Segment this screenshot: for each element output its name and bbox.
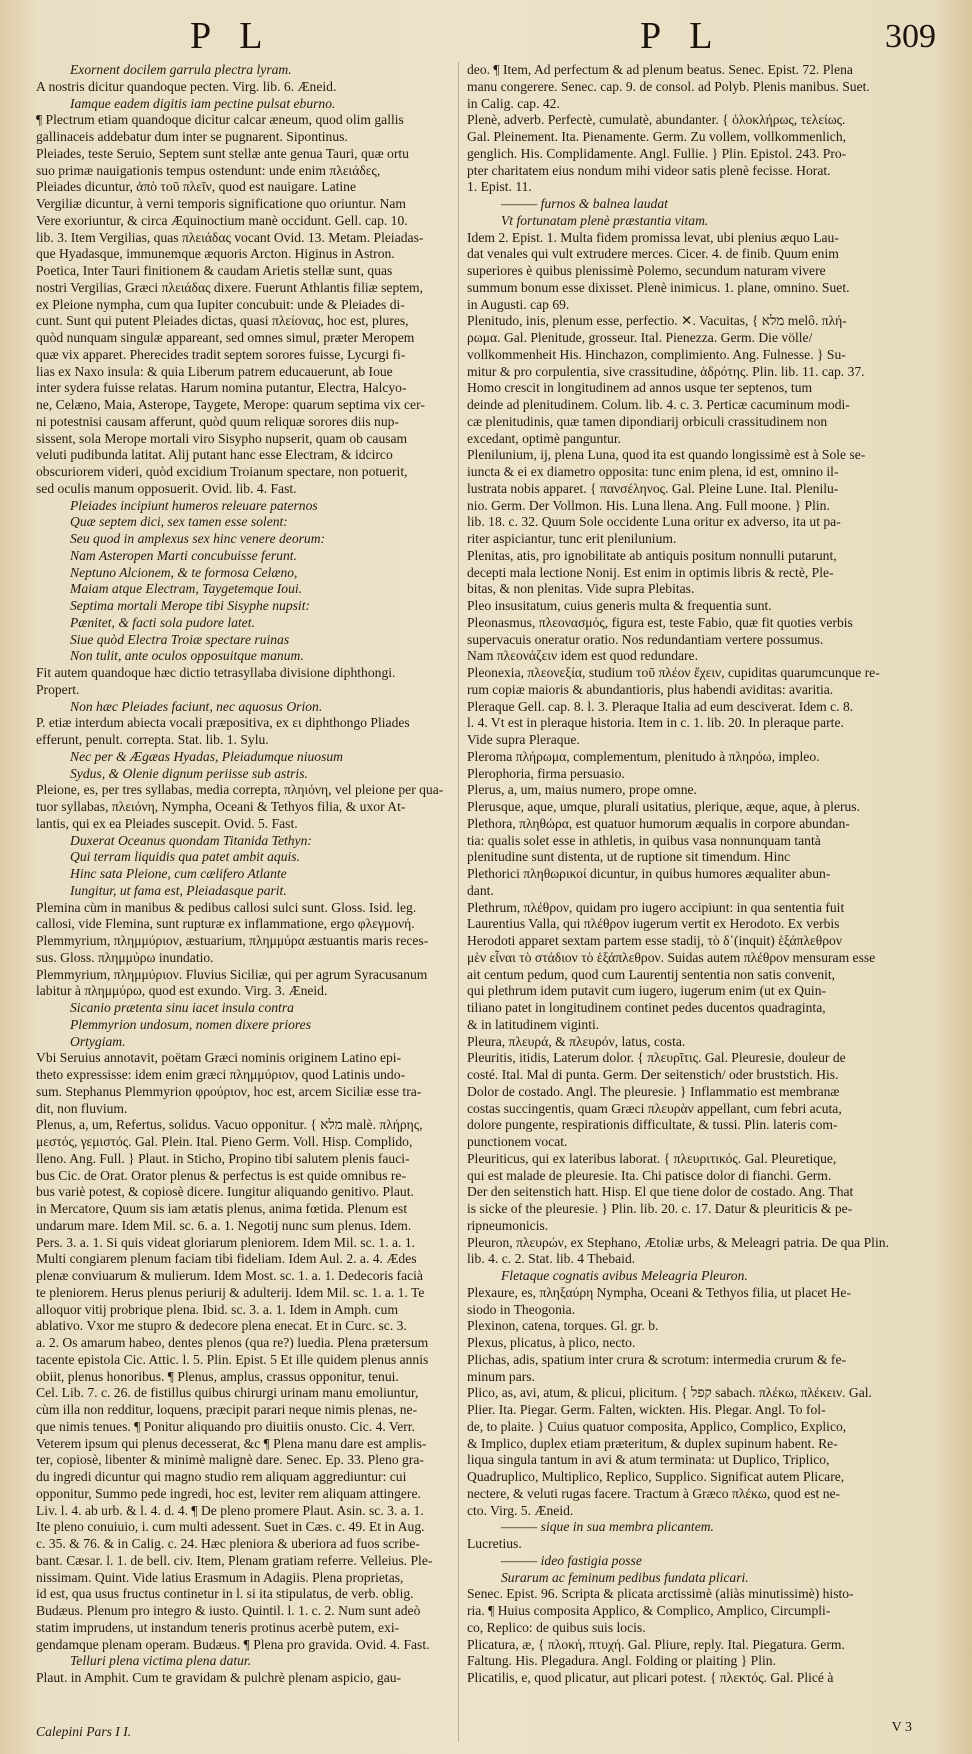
text-line: Vt fortunatam plenè præstantia vitam. (501, 212, 709, 228)
text-line: Plethora, πληθώρα, est quatuor humorum æqualis in corpore abundan- (467, 815, 850, 831)
text-line: decepti mala lectione Nonij. Est enim in optimis libris & rectè, Ple- (467, 564, 834, 580)
text-line: deinde ad plenitudinem. Colum. lib. 4. c. 3. Perticæ cacuminum modi- (467, 397, 850, 412)
text-line: Plemmyrium, πλημμύριον, æstuarium, πλημμύρα æstuantis maris reces- (36, 933, 429, 948)
text-line: gallinaceis addebatur dum inter se pugnarent. Sipontinus. (36, 129, 348, 144)
text-line: nectere, & veluti rugas facere. Tractum à Græco πλέκω, quod est ne- (467, 1485, 841, 1501)
text-line: costé. Ital. Mal di punta. Germ. Der seitenstich/ oder bruststich. His. (467, 1067, 839, 1082)
text-line: alloquor vitij probrique plena. Ibid. sc. 3. a. 1. Idem in Amph. cum (36, 1301, 399, 1317)
text-line: sus. Gloss. πλημμύρω inundatio. (36, 949, 214, 965)
text-line: Plier. Ita. Piegar. Germ. Falten, wickten. His. Plegar. Angl. To fol- (467, 1402, 826, 1417)
text-line: excedant, optimè panguntur. (467, 430, 622, 446)
text-line: obscuriorem videri, quòd excidium Troianum spectare, non potuerit, (36, 464, 408, 479)
text-line: Plexinon, catena, torques. Gl. gr. b. (467, 1318, 659, 1334)
text-line: superiores è quibus plenissimè Polemo, secundum naturam vivere (467, 263, 826, 278)
text-line: Plemmyrium, πλημμύριον. Fluvius Siciliæ, qui per agrum Syracusanum (36, 966, 428, 982)
text-line: Vide supra Pleraque. (467, 732, 580, 747)
text-line: plenæ conviuarum & mulierum. Idem Most. sc. 1. a. 1. Dedecoris facià (36, 1268, 423, 1283)
text-line: Plenus, a, um, Refertus, solidus. Vacuo opponitur. { מלא malè. πλήρης, (36, 1117, 423, 1133)
text-line: ripneumonicis. (467, 1217, 549, 1233)
text-line: Plenitas, atis, pro ignobilitate ab antiquis positum nonnulli putarunt, (467, 547, 837, 563)
text-line: bant. Cæsar. l. 1. de bell. civ. Item, Plenam gratiam referre. Velleius. Ple- (36, 1552, 433, 1568)
text-line: 1. Epist. 11. (467, 179, 532, 195)
text-line: Pleraque Gell. cap. 8. l. 3. Pleraque Italia ad eum desciverat. Idem c. 8. (467, 698, 854, 714)
text-line: Pleiades incipiunt humeros releuare paternos (70, 497, 318, 513)
text-line: Pleione, es, per tres syllabas, media correpta, πληιόνη, vel pleione per qua- (36, 782, 444, 798)
text-line: Pænitet, & facti sola pudore latet. (70, 614, 255, 630)
text-line: opponitur, Summo pede ingredi, hoc est, leviter rem aliquam attingere. (36, 1485, 421, 1501)
text-line: que nimis tenues. ¶ Ponitur aliquando pro diuitiis onusto. Cic. 4. Verr. (36, 1418, 415, 1434)
text-line: μὲν εἶναι τὸ στάδιον τὸ ἑξάπλεθρον. Suidas autem πλέθρον mensuram esse (467, 949, 876, 965)
text-line: Nam Asteropen Marti concubuisse ferunt. (70, 547, 297, 563)
text-line: pter charitatem eius nondum mihi videor satis plenè fecisse. Horat. (467, 162, 831, 178)
text-line: Plexus, plicatus, à plico, necto. (467, 1335, 636, 1350)
text-line: Der den seitenstich hatt. Hisp. El que tiene dolor de costado. Ang. That (467, 1184, 854, 1200)
text-line: statim imprudens, ut instandum teneris protinus acerbè putem, exi- (36, 1619, 400, 1635)
text-line: Pleura, πλευρά, & πλευρόν, latus, costa. (467, 1033, 686, 1049)
text-line: Vere exoriuntur, & circa Æquinoctium manè occidunt. Gell. cap. 10. (36, 212, 408, 228)
text-line: Dolor de costado. Angl. The pleuresie. } Inflammatio est membranæ (467, 1083, 840, 1099)
text-line: Plaut. in Amphit. Cum te gravidam & pulchrè plenam aspicio, gau- (36, 1670, 402, 1685)
text-line: quòd nunquam singulæ appareant, sed omnes simul, præter Meropem (36, 330, 415, 345)
text-line: Non tulit, ante oculos opposuitque manum. (70, 648, 304, 664)
text-line: Seu quod in amplexus sex hinc venere deorum: (70, 531, 326, 546)
text-line: Plenilunium, ij, plena Luna, quod ita est quando longissimè est à Sole se- (467, 447, 866, 463)
text-line: Gal. Pleinement. Ita. Pienamente. Germ. Zu vollem, vollkommenlich, (467, 129, 847, 144)
text-line: Iamque eadem digitis iam pectine pulsat eburno. (70, 95, 336, 111)
text-line: Plerophoria, firma persuasio. (467, 765, 625, 781)
text-line: dolore pungente, respirationis difficultate, & tussi. Plin. lateris com- (467, 1117, 838, 1133)
text-line: summum bonum esse dixisset. Plenè inimicus. 1. plane, omnino. Suet. (467, 279, 850, 295)
text-line: dit, non fluvium. (36, 1100, 128, 1116)
text-line: plenitudine sunt distenta, ut de ruptione sit timendum. Hinc (467, 849, 791, 865)
text-line: Poetica, Inter Tauri finitionem & caudam Arietis stellæ sunt, quas (36, 263, 393, 278)
text-line: lleno. Ang. Full. } Plaut. in Sticho, Propino tibi salutem plenis fauci- (36, 1150, 410, 1166)
text-line: in Calig. cap. 42. (467, 95, 560, 111)
text-line: Telluri plena victima plena datur. (70, 1653, 252, 1669)
text-line: gendamque plenam operam. Budæus. ¶ Plena pro gravida. Ovid. 4. Fast. (36, 1636, 430, 1652)
text-line: que Hyadasque, immunemque æquoris Arcton. Higinus in Astron. (36, 246, 395, 262)
text-line: P. etiæ interdum abiecta vocali præpositiva, ex ει diphthongo Pliades (36, 715, 410, 731)
text-line: Fit autem quandoque hæc dictio tetrasyllaba divisione diphthongi. (36, 665, 396, 680)
text-line: Pleo insusitatum, cuius generis multa & frequentia sunt. (467, 598, 772, 613)
text-line: Lucretius. (467, 1536, 522, 1551)
text-line: rum copiæ maioris & abundantioris, plus habendi aviditas: avaritia. (467, 681, 834, 697)
text-line: Surarum ac feminum pedibus fundata plicari. (501, 1569, 749, 1585)
text-line: in Mercatore, Quum sis iam ætatis plenus, anima fœtida. Plenum est (36, 1201, 408, 1216)
text-line: cunt. Sunt qui putent Pleiades dictas, quasi πλείονας, hoc est, plures, (36, 313, 409, 329)
signature-mark: V 3 (891, 1720, 912, 1735)
text-line: genglich. His. Complidamente. Angl. Fullie. } Plin. Epistol. 243. Pro- (467, 145, 847, 161)
text-line: Herodoti apparet sextam partem esse stadij, τὸ δ᾽(inquit) ἑξάπλεθρον (467, 933, 843, 948)
text-line: Vergiliæ dicuntur, à verni temporis significatione quo oriuntur. Nam (36, 196, 406, 211)
text-line: Plethrum, πλέθρον, quidam pro iugero accipiunt: in qua sententia fuit (467, 899, 845, 915)
text-line: labitur à πλημμύρω, quod est exundo. Virg. 3. Æneid. (36, 983, 328, 999)
column-divider (458, 62, 459, 1742)
text-line: μεστός, γεμιστός. Gal. Plein. Ital. Pieno Germ. Voll. Hisp. Complido, (36, 1134, 413, 1149)
text-line: Plexaure, es, πληξαύρη Nympha, Oceani & Tethyos filia, ut placet He- (467, 1284, 851, 1300)
text-line: & in latitudinem viginti. (467, 1016, 600, 1032)
text-line: Plethorici πληθωρικοί dicuntur, in quibus humores æqualiter abun- (467, 866, 831, 881)
text-line: deo. ¶ Item, Ad perfectum & ad plenum beatus. Senec. Epist. 72. Plena (467, 62, 853, 77)
text-line: Duxerat Oceanus quondam Titanida Tethyn: (70, 832, 312, 848)
text-line: de, to plaite. } Cuius quatuor composita, Applico, Complico, Explico, (467, 1418, 847, 1434)
text-line: dat venales qui vult extrudere merces. Cicer. 4. de finib. Quum enim (467, 246, 839, 262)
text-line: quæ vix apparet. Pherecides tradit septem sorores fuisse, Lycurgi fi- (36, 346, 406, 362)
text-line: Pleuron, πλευρών, ex Stephano, Ætoliæ urbs, & Meleagri patria. De qua Plin. (467, 1234, 889, 1250)
text-line: Plemmyrion undosum, nomen dixere priores (70, 1016, 311, 1032)
text-line: nissimam. Quint. Vide latius Erasmum in Adagiis. Plena proprietas, (36, 1569, 404, 1585)
text-line: tiliano patet in longitudinem continet pedes ducentos quadraginta, (467, 1000, 826, 1015)
text-line: Plenè, adverb. Perfectè, cumulatè, abundanter. { ὁλοκλήρως, τελείως. (467, 112, 846, 128)
text-line: tacente epistola Cic. Attic. l. 5. Plin. Epist. 5 Et ille quidem plenus annis (36, 1351, 429, 1367)
text-line: callosi, vide Flemina, sunt rupturæ ex inflammatione, ergo φλεγμονή. (36, 916, 415, 932)
text-line: Iungitur, ut fama est, Pleiadasque parit. (70, 882, 287, 898)
text-line: riter aspiciantur, tunc erit plenilunium. (467, 531, 677, 546)
text-line: Cel. Lib. 7. c. 26. de fistillus quibus chirurgi urinam manu emoliuntur, (36, 1385, 419, 1401)
text-line: undarum mare. Idem Mil. sc. 6. a. 1. Negotij nunc sum plenus. Idem. (36, 1217, 412, 1233)
text-line: Senec. Epist. 96. Scripta & plicata arctissimè (aliàs minutissimè) histo- (467, 1586, 854, 1602)
text-line: dant. (467, 882, 494, 898)
text-line: costas succingentis, quam Græci πλευρὰν appellant, cum febri acuta, (467, 1100, 842, 1116)
text-line: Quæ septem dici, sex tamen esse solent: (70, 514, 288, 530)
text-line: Plicatilis, e, quod plicatur, aut plicari potest. { πλεκτός. Gal. Plicé à (467, 1670, 834, 1685)
text-line: Plichas, adis, spatium inter crura & scrotum: intermedia crurum & fe- (467, 1351, 847, 1367)
running-head-left: P L (190, 15, 273, 57)
text-line: ria. ¶ Huius composita Applico, & Complico, Amplico, Circumpli- (467, 1603, 831, 1618)
text-line: qui est malade de pleuresie. Ita. Chi patisce dolor di fianchi. Germ. (467, 1167, 832, 1183)
text-line: ——— ideo fastigia posse (501, 1552, 642, 1568)
text-line: cto. Virg. 5. Æneid. (467, 1502, 574, 1518)
text-line: Plicatura, æ, { πλοκή, πτυχή. Gal. Pliure, reply. Ital. Piegatura. Germ. (467, 1636, 845, 1652)
text-line: A nostris dicitur quandoque pecten. Virg. lib. 6. Æneid. (36, 78, 337, 94)
text-line: c. 35. & 76. & in Calig. c. 24. Hæc pleniora & uberiora ad fuos scribe- (36, 1536, 420, 1551)
text-line: in Augusti. cap 69. (467, 296, 570, 312)
text-line: Qui terram liquidis qua patet ambit aquis. (70, 849, 300, 865)
text-line: Pleuritis, itidis, Laterum dolor. { πλευρῖτις. Gal. Pleuresie, douleur de (467, 1050, 846, 1066)
text-line: Laurentius Valla, qui πλέθρον iugerum vertit ex Herodoto. Ex verbis (467, 916, 840, 932)
text-line: nostri Vergilias, Græci πλειάδας dixere. Fuerunt Athlantis filiæ septem, (36, 279, 424, 295)
text-line: minum pars. (467, 1368, 535, 1384)
text-line: cæ plenitudinis, quæ tamen dipondiarij orbiculi crassitudinem non (467, 413, 828, 429)
text-line: lib. 18. c. 32. Quum Sole occidente Luna oritur ex adverso, ita ut pa- (467, 514, 841, 530)
text-line: Maiam atque Electram, Taygetemque Ioui. (70, 581, 303, 597)
text-line: Fletaque cognatis avibus Meleagria Pleuron. (501, 1268, 748, 1283)
text-line: Plerusque, aque, umque, plurali usitatius, plerique, æque, aque, à plerus. (467, 799, 860, 814)
text-line: Ortygiam. (70, 1033, 126, 1049)
text-line: bitas, & non plenitas. Vide supra Plebitas. (467, 581, 695, 597)
text-line: bus Cic. de Orat. Orator plenus & perfectus is est quide omnibus re- (36, 1167, 406, 1183)
running-head-right: P L (640, 15, 723, 57)
text-line: Sicanio prætenta sinu iacet insula contra (70, 1000, 294, 1015)
text-line: Liv. l. 4. ab urb. & l. 4. d. 4. ¶ De pleno promere Plaut. Asin. sc. 3. a. 1. (36, 1502, 424, 1518)
text-line: Septima mortali Merope tibi Sisyphe nupsit: (70, 598, 311, 613)
text-line: te pleniorem. Herus plenus periurij & adulterij. Idem Mil. sc. 1. a. 1. Te (36, 1284, 425, 1300)
text-line: tia: qualis solet esse in athletis, in quibus vasa nonnunquam tantà (467, 832, 821, 848)
text-line: sed oculis manum opposuerit. Ovid. lib. 4. Fast. (36, 480, 297, 496)
text-line: ex Pleione nympha, cum qua Iupiter concubuit: unde & Pleiades di- (36, 296, 405, 312)
text-line: supervacuis oneratur oratio. Nos redundantiam vertere possumus. (467, 631, 824, 647)
text-line: Plerus, a, um, maius numero, prope omne. (467, 782, 697, 798)
text-line: Neptuno Alcionem, & te formosa Celæno, (70, 564, 298, 580)
text-line: & Implico, duplex etiam præteritum, & duplex supinum habent. Re- (467, 1435, 838, 1451)
text-line: lib. 4. c. 2. Stat. lib. 4 Thebaid. (467, 1251, 636, 1267)
text-line: ρωμα. Gal. Plenitude, grosseur. Ital. Pienezza. Germ. Die völle/ (467, 330, 813, 345)
text-line: ait centum pedum, quod cum Laurentij sententia non satis convenit, (467, 966, 836, 982)
text-line: Plemina cùm in manibus & pedibus callosi sulci sunt. Gloss. Isid. leg. (36, 899, 417, 915)
text-line: ter, copiosè, libenter & minimè malignè dare. Senec. Ep. 33. Pleno gra- (36, 1452, 424, 1468)
text-line: du ingredi dicuntur qui magno studio rem aliquam aggrediuntur: cui (36, 1469, 407, 1484)
text-line: lias ex Naxo insula: & quia Liberum patrem educauerunt, ab Ioue (36, 363, 393, 379)
text-line: iuncta & ei ex diametro opposita: tunc enim plena, id est, omnino il- (467, 464, 839, 479)
text-line: lustrata nobis apparet. { πανσέληνος. Gal. Pleine Lune. Ital. Plenilu- (467, 480, 839, 496)
text-line: Vbi Seruius annotavit, poëtam Græci nominis originem Latino epi- (36, 1050, 402, 1066)
text-line: is sicke of the pleuresie. } Plin. lib. 20. c. 17. Datur & pleuriticis & pe- (467, 1201, 853, 1216)
text-line: Nam πλεονάζειν idem est quod redundare. (467, 648, 698, 664)
footer-catchword: Calepini Pars I I. (36, 1724, 132, 1739)
text-line: a. 2. Os amarum habeo, dentes plenos (qua re?) luedia. Plena prætersum (36, 1335, 429, 1350)
text-line: Idem 2. Epist. 1. Multa fidem promissa levat, ubi plenius æquo Lau- (467, 229, 839, 245)
text-line: Pleonasmus, πλεονασμός, figura est, teste Fabio, quæ fit quoties verbis (467, 614, 853, 630)
text-line: Pleuriticus, qui ex lateribus laborat. { πλευριτικός. Gal. Pleuretique, (467, 1150, 837, 1166)
text-line: Pleiades, teste Seruio, Septem sunt stellæ ante genua Tauri, quæ ortu (36, 145, 409, 161)
text-line: liqua singula tantum in avi & atum terminata: ut Duplico, Triplico, (467, 1452, 830, 1468)
text-line: Exornent docilem garrula plectra lyram. (70, 62, 292, 77)
left-column (36, 62, 450, 1740)
text-line: lantis, qui ex ea Pleiades suscepit. Ovid. 5. Fast. (36, 815, 298, 831)
text-line: manu congerere. Senec. cap. 9. de consol. ad Polyb. Plenis manibus. Suet. (467, 78, 870, 94)
text-line: ne, Celæno, Maia, Asterope, Taygete, Merope: quarum septima vix cer- (36, 397, 425, 412)
page-number: 309 (885, 18, 936, 55)
text-line: cùm illa non redditur, loquens, præcipit parari neque nimis plenas, ne- (36, 1402, 418, 1417)
text-line: Pleiades dicuntur, ἀπὸ τοῦ πλεῖν, quod est nauigare. Latine (36, 179, 356, 195)
text-line: bus variè potest, & copiosè dicere. Iungitur aliquando genitivo. Plaut. (36, 1184, 414, 1200)
text-line: lib. 3. Item Vergilias, quas πλειάδας vocant Ovid. 13. Metam. Pleiadas- (36, 229, 424, 245)
text-line: punctionem vocat. (467, 1134, 568, 1149)
text-line: Multi congiarem plenum faciam tibi fideliam. Idem Aul. 2. a. 4. Ædes (36, 1251, 417, 1267)
text-line: obiit, plenus honoribus. ¶ Plenus, amplus, crassus opponitur, tenui. (36, 1368, 399, 1384)
text-line: Pers. 3. a. 1. Si quis videat gloriarum pleniorem. Idem Mil. sc. 1. a. 1. (36, 1234, 416, 1250)
text-line: sum. Stephanus Plemmyrion φρούριον, hoc est, arcem Siciliæ esse tra- (36, 1083, 422, 1099)
text-line: vollkommenheit His. Hinchazon, complimiento. Ang. Fulnesse. } Su- (467, 346, 846, 362)
text-line: Homo crescit in longitudinem ad annos usque ter septenos, tum (467, 380, 813, 396)
text-line: sissent, sola Merope mortali viro Sisypho nupserit, quam ob causam (36, 430, 408, 446)
text-line: Budæus. Plenum pro integro & iusto. Quintil. l. 1. c. 2. Num sunt adeò (36, 1603, 421, 1618)
text-line: Quadruplico, Multiplico, Replico, Supplico. Significat autem Plicare, (467, 1469, 845, 1484)
text-line: ni potestnisi causam afferunt, quòd quum reliquæ sorores diis nup- (36, 413, 399, 429)
text-line: co, Replico: de quibus suis locis. (467, 1619, 646, 1635)
right-column (467, 62, 945, 1712)
text-line: theto expressisse: idem enim græci πλημμύριον, quod Latinis undo- (36, 1067, 406, 1082)
text-line: nio. Germ. Der Vollmon. His. Luna llena. Ang. Full moone. } Plin. (467, 497, 830, 513)
text-line: Nec per & Ægæas Hyadas, Pleiadumque niuosum (70, 748, 343, 764)
text-line: Plenitudo, inis, plenum esse, perfectio. ✕. Vacuitas, { מלא melô. πλή- (467, 313, 847, 329)
text-line: l. 4. Vt est in pleraque historia. Item in c. 1. lib. 20. In pleraque parte. (467, 715, 844, 731)
text-line: Ite pleno conuiuio, i. cum multi adessent. Suet in Cæs. c. 49. Et in Aug. (36, 1519, 425, 1535)
text-line: suo primæ nauigationis tempus ostendunt: unde enim πλειάδες, (36, 162, 381, 178)
text-line: Faltung. His. Plegadura. Angl. Folding or plaiting } Plin. (467, 1653, 776, 1669)
text-line: ¶ Plectrum etiam quandoque dicitur calcar æneum, quod olim gallis (36, 112, 404, 128)
text-line: ——— furnos & balnea laudat (501, 196, 668, 211)
text-line: Pleroma πλήρωμα, complementum, plenitudo à πληρόω, impleo. (467, 748, 820, 764)
text-line: Non hæc Pleiades faciunt, nec aquosus Orion. (70, 698, 323, 714)
text-line: ——— sique in sua membra plicantem. (501, 1519, 714, 1535)
text-line: Pleonexia, πλεονεξία, studium τοῦ πλέον ἔχειν, cupiditas quarumcunque re- (467, 665, 880, 680)
text-line: Siue quòd Electra Troiæ spectare ruinas (70, 631, 290, 647)
text-line: veluti pudibunda latitat. Alij putant hanc esse Electram, & idcirco (36, 447, 393, 463)
text-line: ablativo. Vxor me stupro & dedecore plena enecat. Et in Curc. sc. 3. (36, 1318, 407, 1334)
text-line: siodo in Theogonia. (467, 1301, 576, 1317)
text-line: Hinc sata Pleione, cum cælifero Atlante (70, 866, 287, 881)
text-line: mitur & pro corpulentia, sive crassitudine, ἁδρότης. Plin. lib. 11. cap. 37. (467, 363, 865, 379)
text-line: Propert. (36, 681, 80, 697)
text-line: id est, qua usus fructus continetur in l. si ita stipulatus, de verb. oblig. (36, 1586, 414, 1602)
text-line: qui plethrum idem putavit cum iugero, iugerum enim (ut ex Quin- (467, 983, 827, 999)
text-line: efferunt, penult. correpta. Stat. lib. 1. Sylu. (36, 732, 269, 747)
text-line: Veterem ipsum qui plenus decesserat, &c ¶ Plena manu dare est amplis- (36, 1435, 427, 1451)
text-line: tuor syllabas, πλειόνη, Nympha, Oceani & Tethyos filia, & uxor At- (36, 799, 406, 814)
text-line: Sydus, & Olenie dignum periisse sub astris. (70, 765, 308, 781)
text-line: Plico, as, avi, atum, & plicui, plicitum. { קפל sabach. πλέκω, πλέκειν. Gal. (467, 1385, 872, 1401)
text-line: inter sydera fuisse relatas. Harum nomina putantur, Electra, Halcyo- (36, 380, 407, 396)
